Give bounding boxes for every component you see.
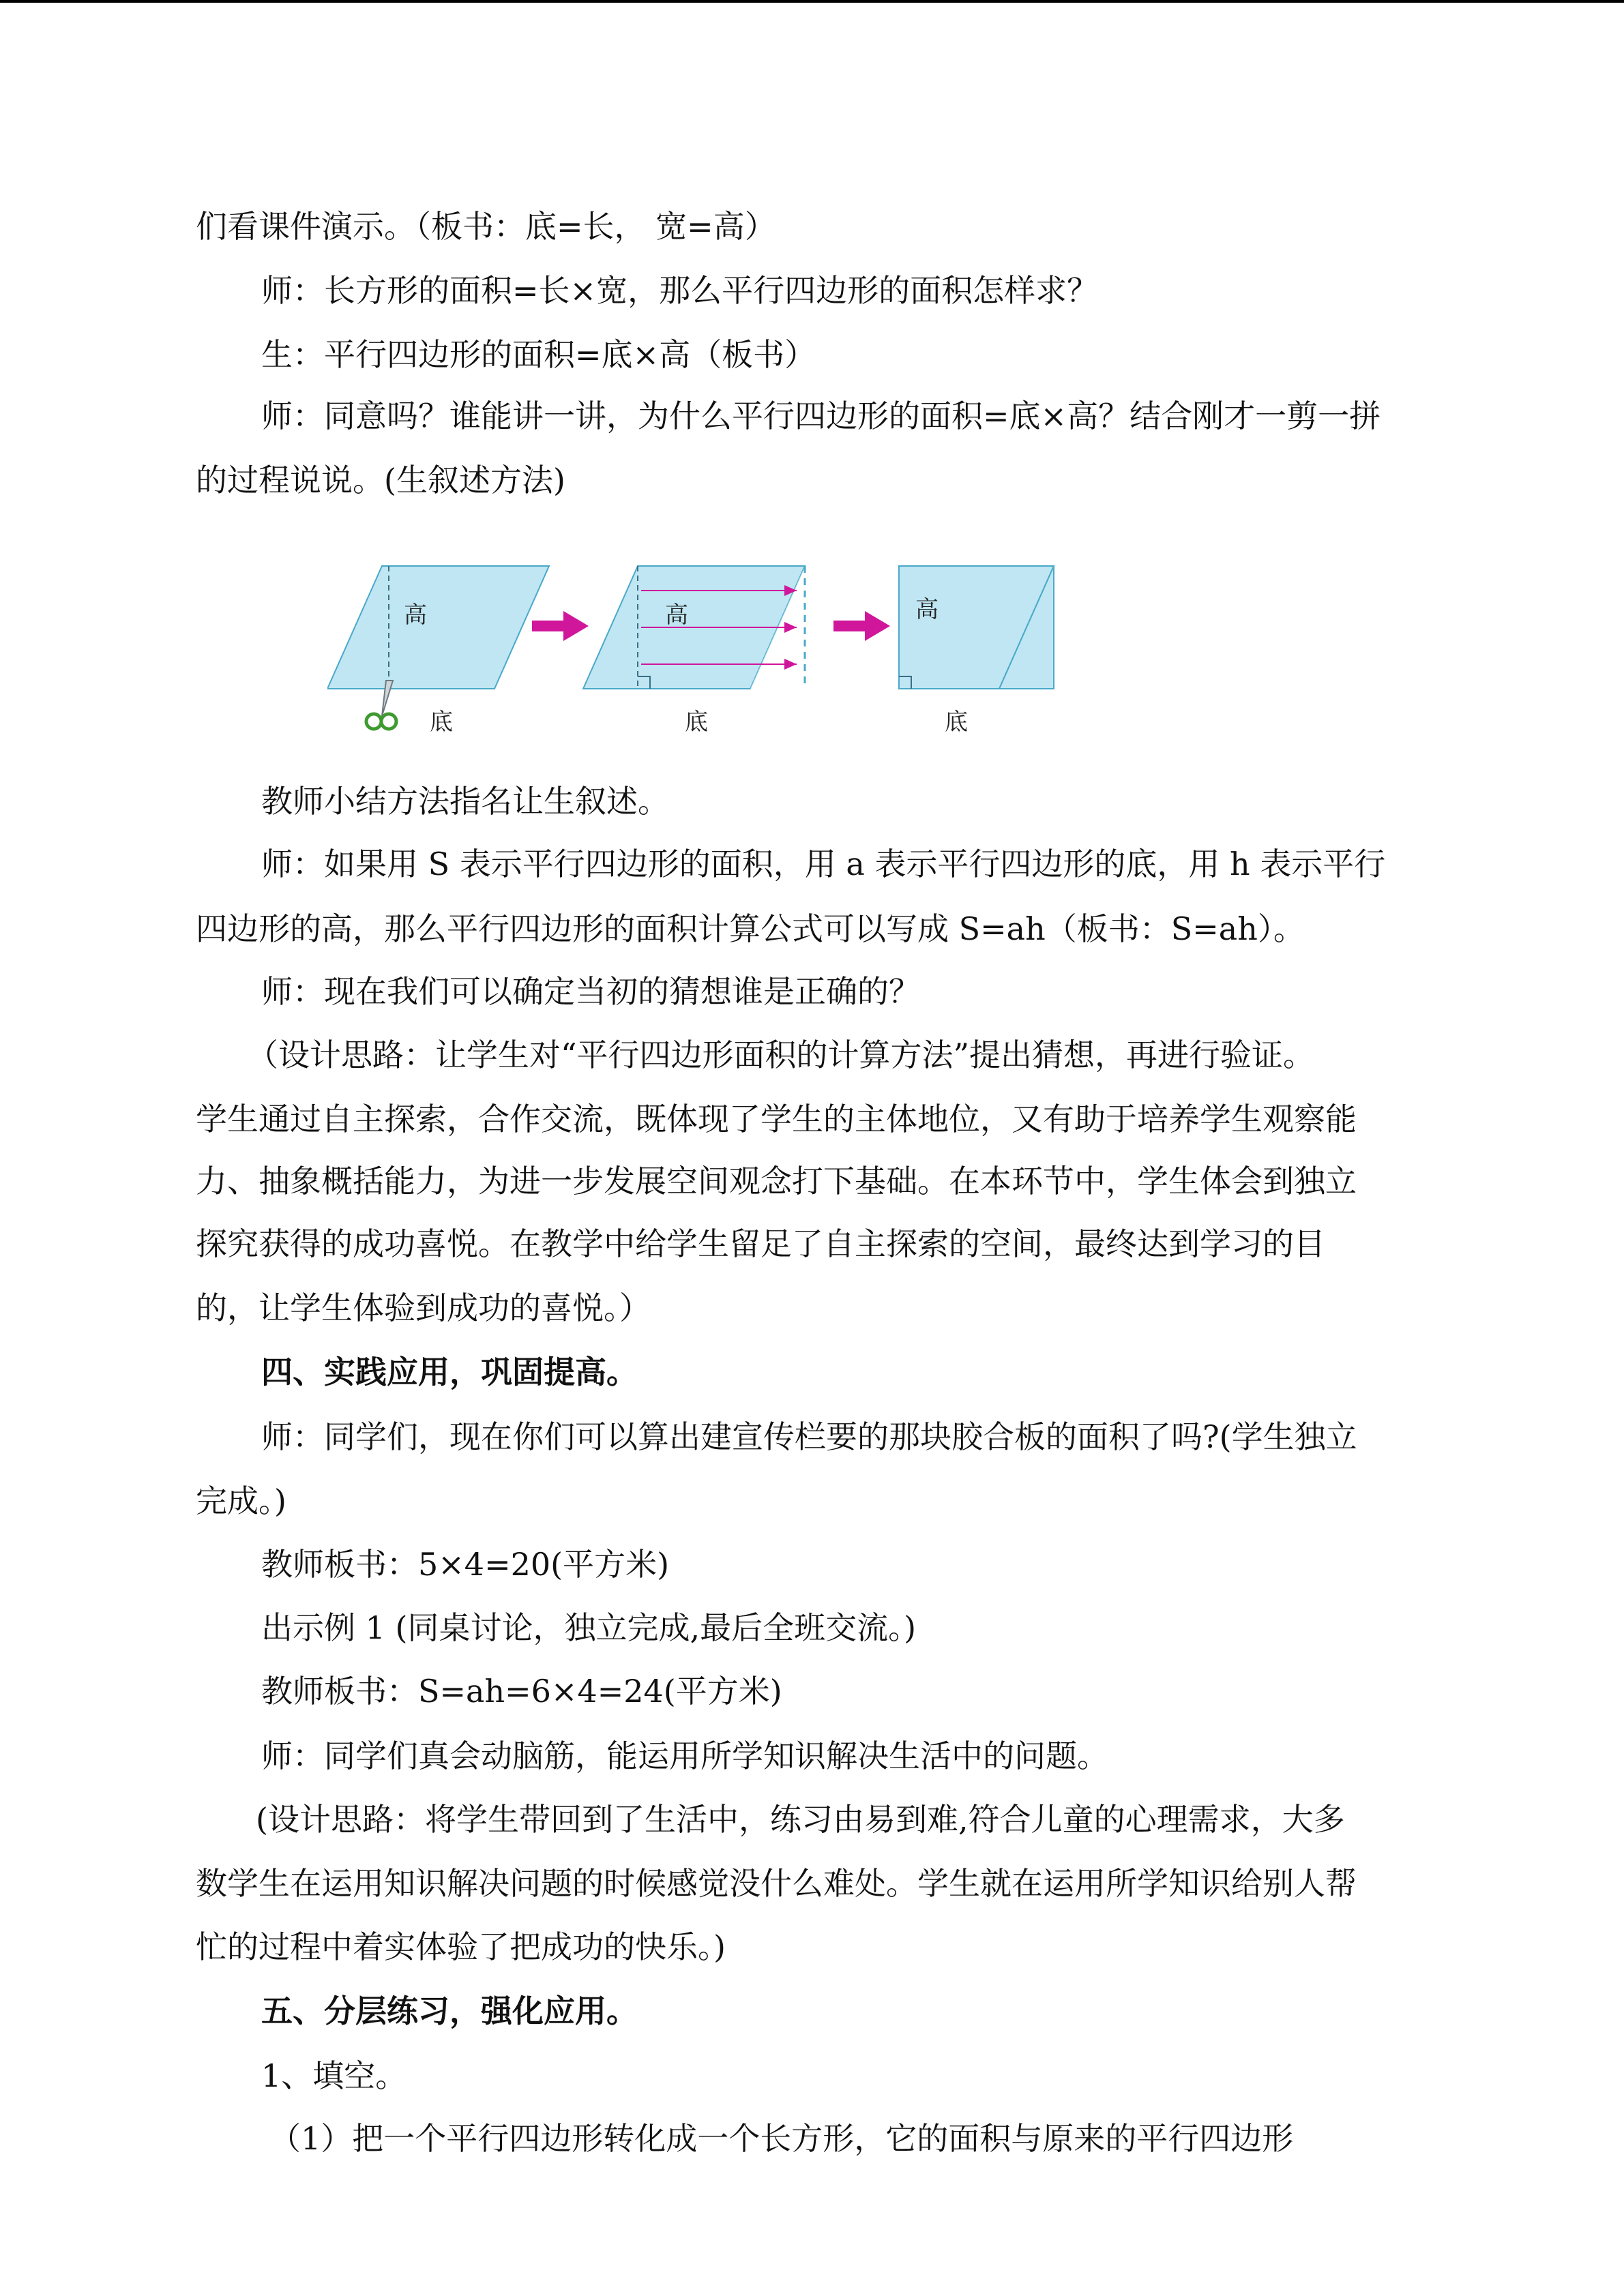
height-label: 高 — [404, 601, 427, 629]
text-line: (设计思路：将学生带回到了生活中，练习由易到难,符合儿童的心理需求，大多 — [256, 1801, 1345, 1838]
text-line: 教师小结方法指名让生叙述。 — [261, 783, 669, 820]
section-heading: 五、分层练习，强化应用。 — [261, 1993, 638, 2029]
height-label: 高 — [665, 601, 688, 629]
text-line: 的过程说说。(生叙述方法) — [196, 462, 565, 498]
section-heading: 四、实践应用，巩固提高。 — [261, 1354, 638, 1390]
parallelogram-cut-diagram — [327, 525, 1074, 743]
text-line: 的，让学生体验到成功的喜悦。） — [196, 1289, 651, 1326]
parallelogram-shape — [327, 566, 549, 689]
text-line: 们看课件演示。（板书：底=长， 宽=高） — [196, 208, 776, 245]
top-border — [0, 0, 1624, 3]
transform-arrow-2 — [833, 611, 890, 641]
base-label: 底 — [430, 709, 453, 736]
text-line: 教师板书：5×4=20(平方米) — [261, 1546, 670, 1583]
text-line: 出示例 1 (同桌讨论，独立完成,最后全班交流。) — [261, 1609, 917, 1646]
text-line: 师：同学们真会动脑筋，能运用所学知识解决生活中的问题。 — [261, 1738, 1108, 1774]
text-line: 忙的过程中着实体验了把成功的快乐。) — [196, 1928, 726, 1965]
text-line: 师：同意吗？谁能讲一讲，为什么平行四边形的面积=底×高？结合刚才一剪一拼 — [261, 398, 1381, 434]
text-line: （设计思路：让学生对“平行四边形面积的计算方法”提出猜想，再进行验证。 — [247, 1037, 1315, 1073]
text-line: 师：现在我们可以确定当初的猜想谁是正确的？ — [261, 973, 920, 1010]
base-label: 底 — [945, 709, 968, 736]
text-line: 数学生在运用知识解决问题的时候感觉没什么难处。学生就在运用所学知识给别人帮 — [196, 1865, 1357, 1902]
text-line: 完成。) — [196, 1482, 286, 1519]
height-label: 高 — [915, 596, 939, 623]
text-line: 生：平行四边形的面积=底×高（板书） — [261, 336, 816, 373]
text-line: 1、填空。 — [261, 2057, 407, 2094]
text-line: 师：同学们，现在你们可以算出建宣传栏要的那块胶合板的面积了吗?(学生独立 — [261, 1418, 1357, 1455]
transform-arrow-1 — [532, 611, 589, 641]
text-line: 教师板书：S=ah=6×4=24(平方米) — [261, 1673, 782, 1710]
text-line: 学生通过自主探索，合作交流，既体现了学生的主体地位，又有助于培养学生观察能 — [196, 1101, 1357, 1137]
text-line: 四边形的高，那么平行四边形的面积计算公式可以写成 S=ah（板书：S=ah）。 — [196, 910, 1305, 947]
text-line: 力、抽象概括能力，为进一步发展空间观念打下基础。在本环节中，学生体会到独立 — [196, 1163, 1357, 1199]
text-line: 师：如果用 S 表示平行四边形的面积，用 a 表示平行四边形的底，用 h 表示平行 — [261, 846, 1386, 882]
text-line: （1）把一个平行四边形转化成一个长方形，它的面积与原来的平行四边形 — [269, 2120, 1294, 2157]
base-label: 底 — [685, 709, 708, 736]
text-line: 师：长方形的面积=长×宽，那么平行四边形的面积怎样求？ — [261, 272, 1099, 309]
text-line: 探究获得的成功喜悦。在教学中给学生留足了自主探索的空间，最终达到学习的目 — [196, 1225, 1325, 1262]
